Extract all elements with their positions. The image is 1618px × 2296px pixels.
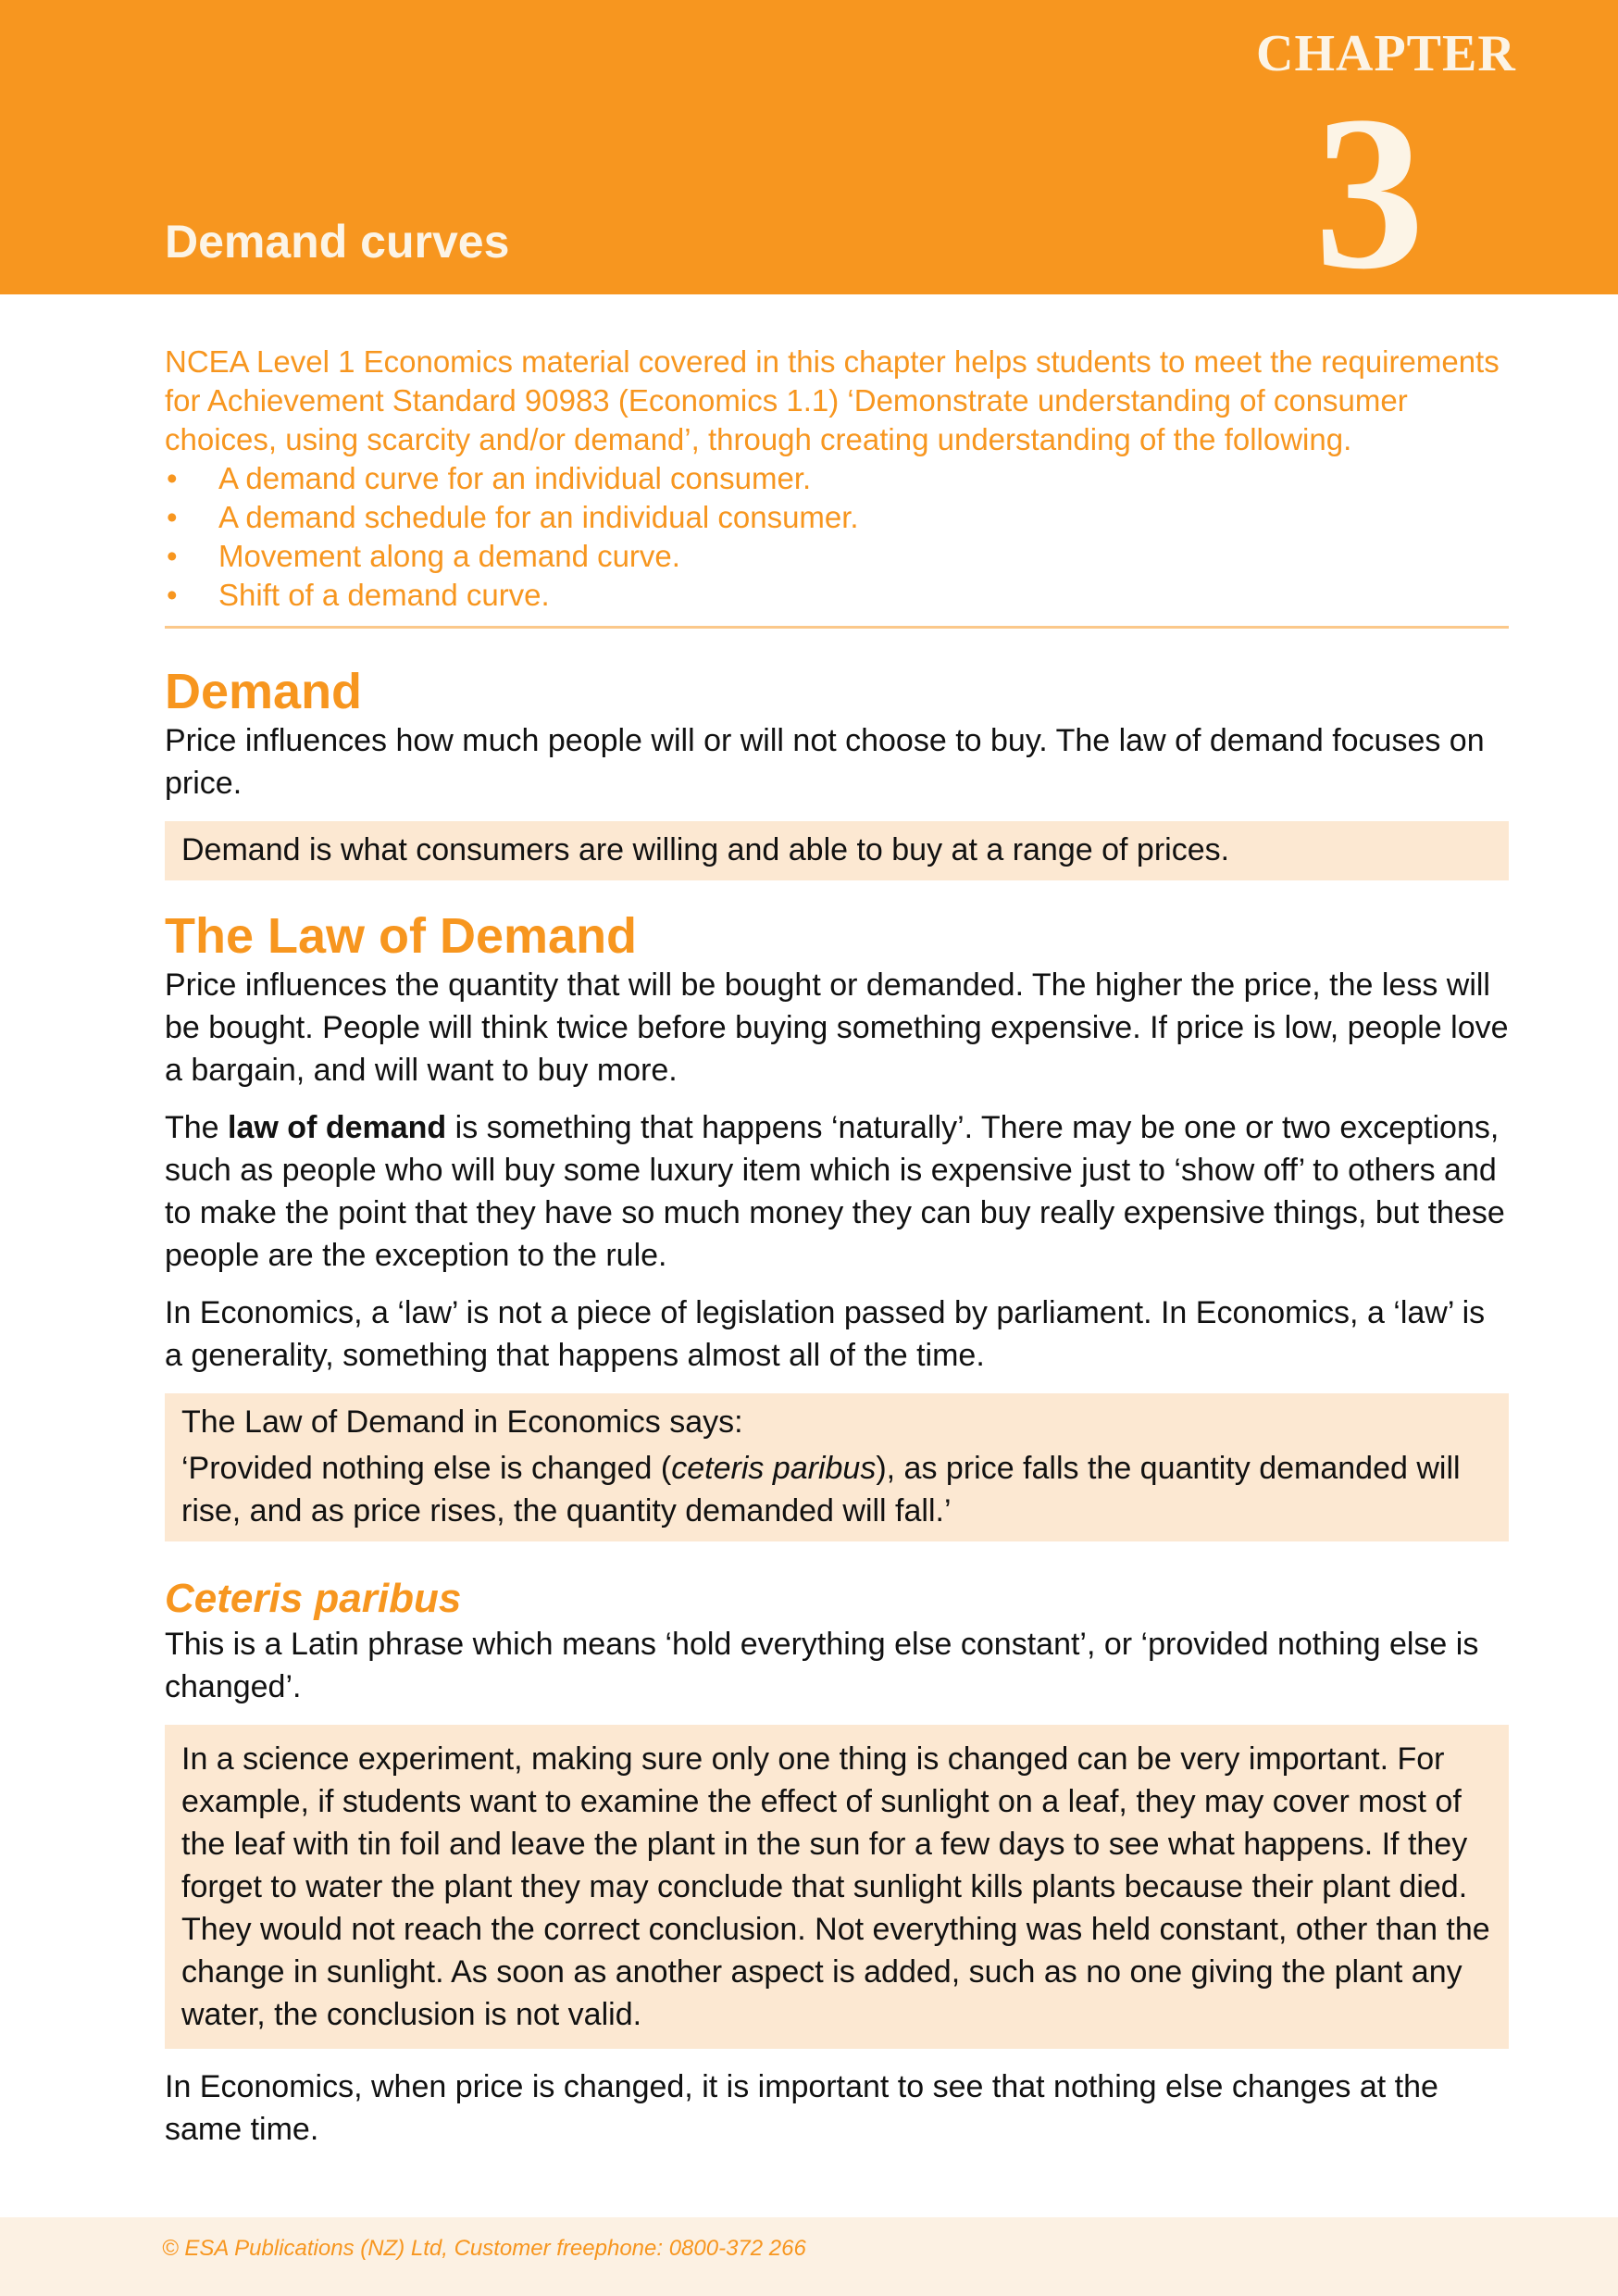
- law-of-demand-box: [165, 1393, 1509, 1541]
- demand-definition-text: Demand is what consumers are willing and able to buy at a range of prices.: [181, 832, 1230, 867]
- closing-paragraph: In Economics, when price is changed, it is important to see that nothing else changes at the same time.: [165, 2069, 1438, 2147]
- italic-term-ceteris-paribus: ceteris paribus: [671, 1451, 877, 1486]
- demand-definition-box: [165, 821, 1509, 880]
- law-paragraph-3: In Economics, a ‘law’ is not a piece of legislation passed by parliament. In Economics, a ‘law’ is a generality, something that happens almost all of the time.: [165, 1295, 1486, 1373]
- objective-text: Shift of a demand curve.: [218, 578, 550, 612]
- law-box-line-2: [181, 1447, 1492, 1532]
- law-paragraph-1: Price influences the quantity that will be bought or demanded. The higher the price, the less will be bought. People will think twice before buying something expensive. If price is low, people love a bargain, and will want to buy more.: [165, 967, 1509, 1088]
- science-example-box: [165, 1725, 1509, 2049]
- bold-term-law-of-demand: law of demand: [228, 1110, 447, 1145]
- bullet-icon: •: [167, 539, 178, 573]
- heading-demand: Demand: [165, 664, 363, 719]
- text-run: ), as price falls the quantity demanded will rise, and as price rises, the quantity demanded will fall.’: [181, 1451, 1461, 1529]
- page-content: [165, 343, 1509, 2151]
- objective-item: [165, 537, 1509, 576]
- demand-paragraph: Price influences how much people will or will not choose to buy. The law of demand focuses on price.: [165, 723, 1485, 801]
- bullet-icon: •: [167, 578, 178, 612]
- objective-text: Movement along a demand curve.: [218, 539, 680, 573]
- bullet-icon: •: [167, 461, 178, 495]
- text-run: The: [165, 1110, 229, 1145]
- text-run: ‘Provided nothing else is changed (: [181, 1451, 672, 1486]
- chapter-number: 3: [1314, 71, 1425, 315]
- section-divider: [165, 626, 1509, 629]
- objective-text: A demand curve for an individual consumer.: [218, 461, 812, 495]
- law-box-line-1: The Law of Demand in Economics says:: [181, 1404, 743, 1440]
- heading-law-of-demand: The Law of Demand: [165, 908, 638, 964]
- ceteris-paragraph: This is a Latin phrase which means ‘hold everything else constant’, or ‘provided nothing else is changed’.: [165, 1627, 1479, 1704]
- objective-item: [165, 498, 1509, 537]
- text-run: is something that happens ‘naturally’. There may be one or two exceptions, such as people who will buy some luxury item which is expensive just to ‘show off’ to others and to make the point that they have so much money they can buy really expensive things, but these people are the exception to the rule.: [165, 1110, 1505, 1273]
- objective-text: A demand schedule for an individual consumer.: [218, 500, 859, 534]
- chapter-header-banner: [0, 0, 1618, 315]
- objective-item: [165, 459, 1509, 498]
- heading-ceteris-paribus: Ceteris paribus: [165, 1576, 462, 1621]
- bullet-icon: •: [167, 500, 178, 534]
- page-footer: [0, 2217, 1618, 2296]
- objectives-list: [165, 459, 1509, 615]
- chapter-label: CHAPTER: [1256, 25, 1516, 82]
- law-paragraph-2: [165, 1106, 1509, 1277]
- science-example-text: In a science experiment, making sure only one thing is changed can be very important. For example, if students want to examine the effect of sunlight on a leaf, they may cover most of the leaf with tin foil and leave the plant in the sun for a few days to see what happens. If they forget to water the plant they may conclude that sunlight kills plants because their plant died. They would not reach the correct conclusion. Not everything was held constant, other than the change in sunlight. As soon as another aspect is added, such as no one giving the plant any water, the conclusion is not valid.: [181, 1741, 1490, 2032]
- chapter-title: Demand curves: [165, 216, 510, 268]
- objectives-intro-text: NCEA Level 1 Economics material covered in this chapter helps students to meet the requirements for Achievement Standard 90983 (Economics 1.1) ‘Demonstrate understanding of consumer choices, using scarcity and/or demand’, through creating understanding of the following.: [165, 344, 1500, 456]
- copyright-text: © ESA Publications (NZ) Ltd, Customer freephone: 0800-372 266: [162, 2236, 806, 2261]
- learning-objectives: [165, 343, 1509, 629]
- objective-item: [165, 576, 1509, 615]
